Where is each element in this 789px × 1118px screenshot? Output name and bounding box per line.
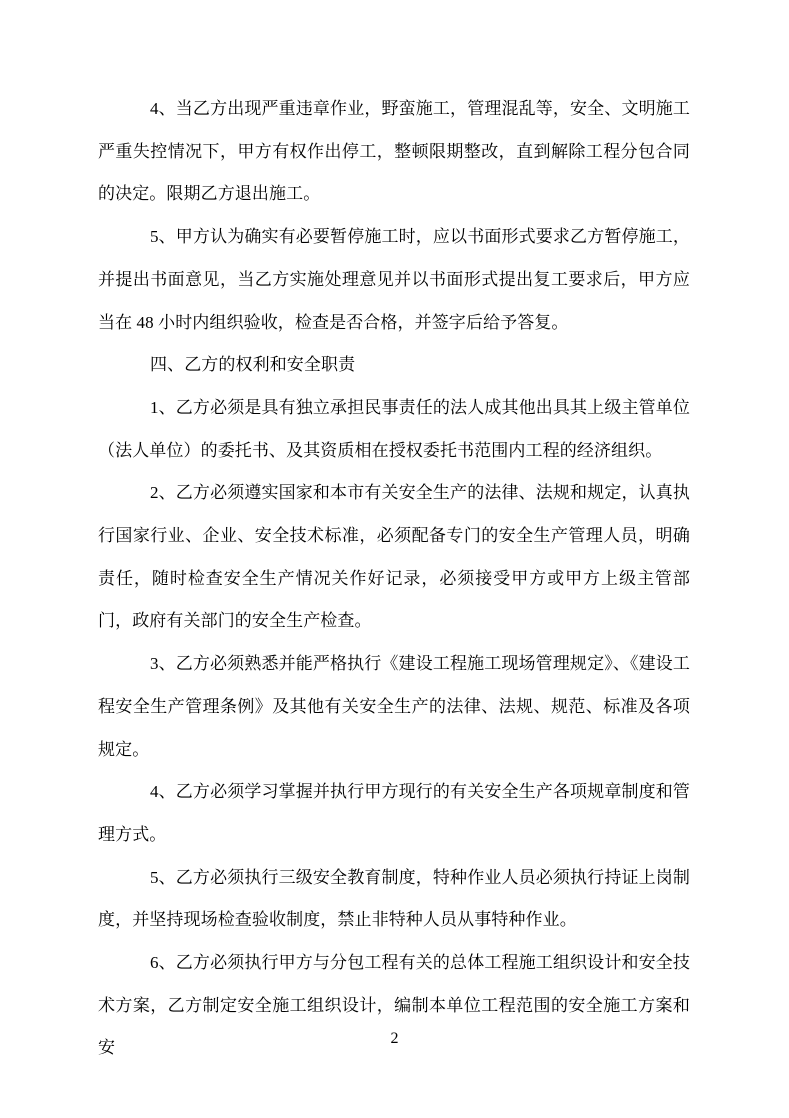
clause-paragraph: 5、乙方必须执行三级安全教育制度，特种作业人员必须执行持证上岗制度，并坚持现场检查验收制度，禁止非特种人员从事特种作业。 — [98, 867, 690, 930]
clause-paragraph: 5、甲方认为确实有必要暂停施工时，应以书面形式要求乙方暂停施工，并提出书面意见，当乙方实施处理意见并以书面形式提出复工要求后，甲方应当在 48 小时内组织验收，检查是否合格，并签字后给予答复。 — [98, 227, 690, 332]
section-heading: 四、乙方的权利和安全职责 — [150, 355, 356, 375]
clause-paragraph: 4、当乙方出现严重违章作业，野蛮施工，管理混乱等，安全、文明施工严重失控情况下，甲方有权作出停工，整顿限期整改，直到解除工程分包合同的决定。限期乙方退出施工。 — [98, 99, 690, 204]
clause-paragraph: 6、乙方必须执行甲方与分包工程有关的总体工程施工组织设计和安全技术方案，乙方制定安全施工组织设计，编制本单位工程范围的安全施工方案和安 — [98, 953, 690, 1058]
clause-paragraph: 3、乙方必须熟悉并能严格执行《建设工程施工现场管理规定》、《建设工程安全生产管理条例》及其他有关安全生产的法律、法规、规范、标准及各项规定。 — [98, 654, 690, 759]
page-number: 2 — [390, 1030, 399, 1047]
clause-paragraph: 2、乙方必须遵实国家和本市有关安全生产的法律、法规和规定，认真执行国家行业、企业、安全技术标准，必须配备专门的安全生产管理人员，明确责任，随时检查安全生产情况关作好记录，必须接受甲方或甲方上级主管部门，政府有关部门的安全生产检查。 — [98, 483, 690, 631]
clause-paragraph: 4、乙方必须学习掌握并执行甲方现行的有关安全生产各项规章制度和管理方式。 — [98, 782, 690, 844]
document-body — [98, 88, 690, 1070]
clause-paragraph: 1、乙方必须是具有独立承担民事责任的法人成其他出具其上级主管单位（法人单位）的委托书、及其资质相在授权委托书范围内工程的经济组织。 — [98, 397, 690, 460]
